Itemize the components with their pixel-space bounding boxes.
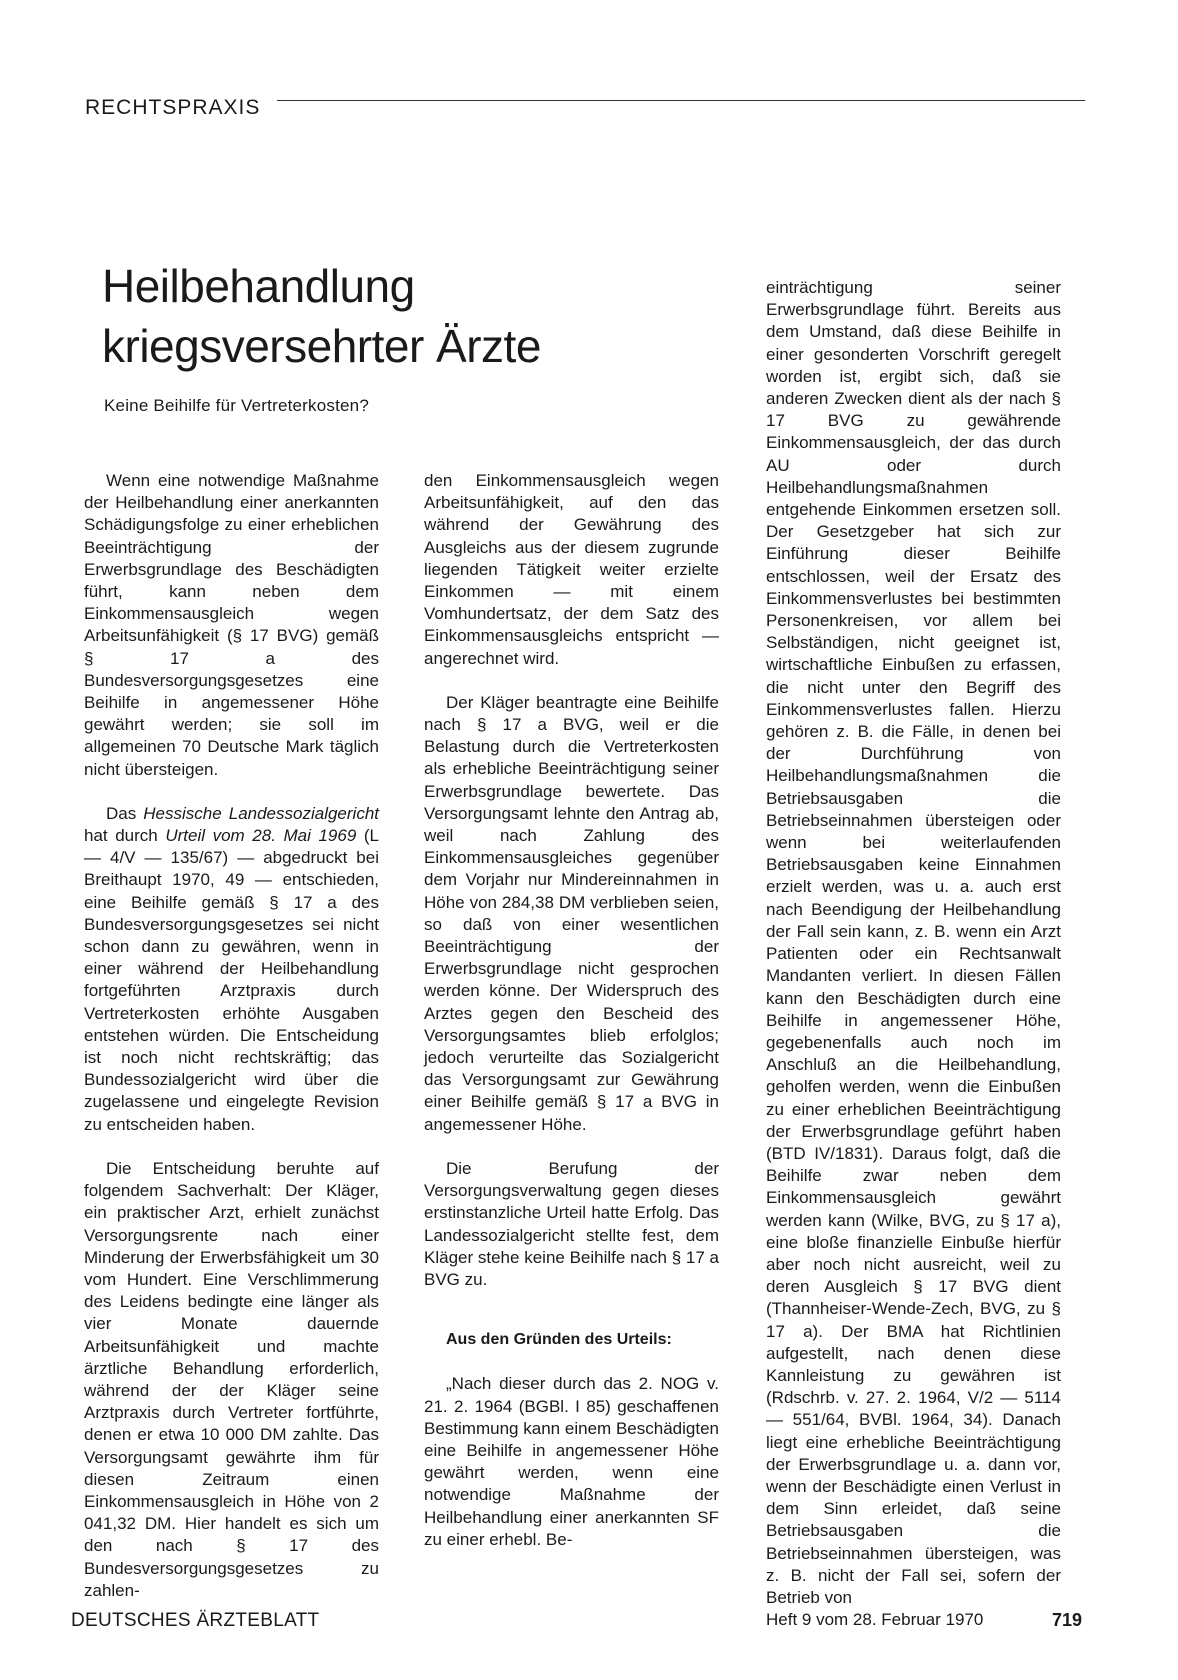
- paragraph: Die Berufung der Versorgungsverwaltung gegen dieses erstinstanzliche Urteil hatte Erfolg. Das Landessozialgericht stellte fest, dem Kläger stehe keine Beihilfe nach § 17 a BVG zu.: [424, 1158, 719, 1289]
- paragraph: Wenn eine notwendige Maßnahme der Heilbehandlung einer anerkannten Schädigungsfolge zu einer erheblichen Beeinträchtigung der Erwerbsgrundlage des Beschädigten führt, kann neben dem Einkommensausgleich wegen Arbeitsunfähigkeit (§ 17 BVG) gemäß § 17 a des Bundesversorgungsgesetzes eine Beihilfe in angemessener Höhe gewährt werden; sie soll im allgemeinen 70 Deutsche Mark täglich nicht übersteigen.: [84, 471, 379, 779]
- paragraph: [84, 803, 379, 1136]
- title-line-2: kriegsversehrter Ärzte: [102, 320, 541, 372]
- issue-date: Heft 9 vom 28. Februar 1970: [766, 1610, 984, 1629]
- court-name: Hessische Landessozialgericht: [143, 803, 379, 823]
- title-line-1: Heilbehandlung: [102, 260, 415, 312]
- text-column-3: [766, 277, 1061, 1609]
- footer-issue-info: [766, 1610, 1082, 1631]
- judgment-date: Urteil vom 28. Mai 1969: [165, 826, 357, 846]
- section-heading: Aus den Gründen des Urteils:: [446, 1331, 672, 1349]
- header-rule: [277, 100, 1085, 101]
- page-number: 719: [1051, 1610, 1082, 1630]
- paragraph: den Einkommensausgleich wegen Arbeitsunfähigkeit, auf den das während der Gewährung des Ausgleichs aus der diesem zugrunde liegenden Tätigkeit weiter erzielte Einkommen — mit einem Vomhundertsatz, der dem Satz des Einkommensausgleichs entspricht — angerechnet wird.: [424, 471, 719, 668]
- article-title: [102, 256, 541, 376]
- paragraph: Der Kläger beantragte eine Beihilfe nach § 17 a BVG, weil er die Belastung durch die Vertreterkosten als erhebliche Beeinträchtigung seiner Erwerbsgrundlage bewertete. Das Versorgungsamt lehnte den Antrag ab, weil nach Zahlung des Einkommensausgleiches gegenüber dem Vorjahr nur Mindereinnahmen in Höhe von 284,38 DM verblieben seien, so daß von einer wesentlichen Beeinträchtigung der Erwerbsgrundlage nicht gesprochen werden könne. Der Widerspruch des Arztes gegen den Bescheid des Versorgungsamtes blieb erfolglos; jedoch verurteilte das Sozialgericht das Versorgungsamt zur Gewährung einer Beihilfe gemäß § 17 a BVG in angemessener Höhe.: [424, 692, 719, 1134]
- paragraph: einträchtigung seiner Erwerbsgrundlage führt. Bereits aus dem Umstand, daß diese Beihilfe in einer gesonderten Vorschrift geregelt worden ist, ergibt sich, daß sie anderen Zwecken dient als der nach § 17 BVG zu gewährende Einkommensausgleich, der das durch AU oder durch Heilbehandlungsmaßnahmen entgehende Einkommen ersetzen soll. Der Gesetzgeber hat sich zur Einführung dieser Beihilfe entschlossen, weil der Ersatz des Einkommensverlustes bei bestimmten Personenkreisen, vor allem bei Selbständigen, nicht geeignet ist, wirtschaftliche Einbußen zu erfassen, die nicht unter den Begriff des Einkommensverlustes fallen. Hierzu gehören z. B. die Fälle, in denen bei der Durchführung von Heilbehandlungsmaßnahmen die Betriebsausgaben die Betriebseinnahmen übersteigen oder wenn bei weiterlaufenden Betriebsausgaben keine Einnahmen erzielt werden, was u. a. auch erst nach Beendigung der Heilbehandlung der Fall sein kann, z. B. wenn ein Arzt Patienten oder ein Rechtsanwalt Mandanten verliert. In diesen Fällen kann den Beschädigten durch eine Beihilfe in angemessener Höhe, gegebenenfalls auch noch im Anschluß an die Heilbehandlung, geholfen werden, wenn die Einbußen zu einer erheblichen Beeinträchtigung der Erwerbsgrundlage geführt haben (BTD IV/1831). Daraus folgt, daß die Beihilfe zwar neben dem Einkommensausgleich gewährt werden kann (Wilke, BVG, zu § 17 a), eine bloße finanzielle Einbuße hierfür aber noch nicht ausreicht, weil zu deren Ausgleich § 17 BVG dient (Thannheiser-Wende-Zech, BVG, zu § 17 a). Der BMA hat Richtlinien aufgestellt, nach denen diese Kannleistung zu gewähren ist (Rdschrb. v. 27. 2. 1964, V/2 — 5114 — 551/64, BVBl. 1964, 34). Danach liegt eine erhebliche Beeinträchtigung der Erwerbsgrundlage u. a. dann vor, wenn der Beschädigte einen Verlust in dem Sinn erleidet, daß seine Betriebsausgaben die Betriebseinnahmen übersteigen, was z. B. nicht der Fall sei, sofern der Betrieb von: [766, 278, 1061, 1607]
- text-column-1: [84, 470, 379, 1602]
- section-label: RECHTSPRAXIS: [85, 96, 261, 119]
- text-span: Das: [106, 803, 144, 823]
- publication-name: DEUTSCHES ÄRZTEBLATT: [71, 1610, 320, 1631]
- text-column-2: [424, 470, 719, 1551]
- paragraph: „Nach dieser durch das 2. NOG v. 21. 2. 1964 (BGBl. I 85) geschaffenen Bestimmung kann einem Beschädigten eine Beihilfe in angemessener Höhe gewährt werden, wenn eine notwendige Maßnahme der Heilbehandlung einer anerkannten SF zu einer erhebl. Be-: [424, 1374, 719, 1549]
- article-subtitle: Keine Beihilfe für Vertreterkosten?: [104, 396, 369, 415]
- text-span: hat durch: [84, 826, 166, 846]
- text-span: (L — 4/V — 135/67) — abgedruckt bei Breithaupt 1970, 49 — entschieden, eine Beihilfe gemäß § 17 a des Bundesversorgungsgesetzes sei nicht schon dann zu gewähren, wenn in einer während der Heilbehandlung fortgeführten Arztpraxis durch Vertreterkosten erhöhte Ausgaben entstehen würden. Die Entscheidung ist noch nicht rechtskräftig; das Bundessozialgericht wird über die zugelassene und eingelegte Revision zu entscheiden haben.: [84, 826, 379, 1134]
- paragraph: Die Entscheidung beruhte auf folgendem Sachverhalt: Der Kläger, ein praktischer Arzt, erhielt zunächst Versorgungsrente nach einer Minderung der Erwerbsfähigkeit um 30 vom Hundert. Eine Verschlimmerung des Leidens bedingte eine länger als vier Monate dauernde Arbeitsunfähigkeit und machte ärztliche Behandlung erforderlich, während der der Kläger seine Arztpraxis durch Vertreter fortführte, denen er etwa 10 000 DM zahlte. Das Versorgungsamt gewährte ihm für diesen Zeitraum einen Einkommensausgleich in Höhe von 2 041,32 DM. Hier handelt es sich um den nach § 17 des Bundesversorgungsgesetzes zu zahlen-: [84, 1158, 379, 1600]
